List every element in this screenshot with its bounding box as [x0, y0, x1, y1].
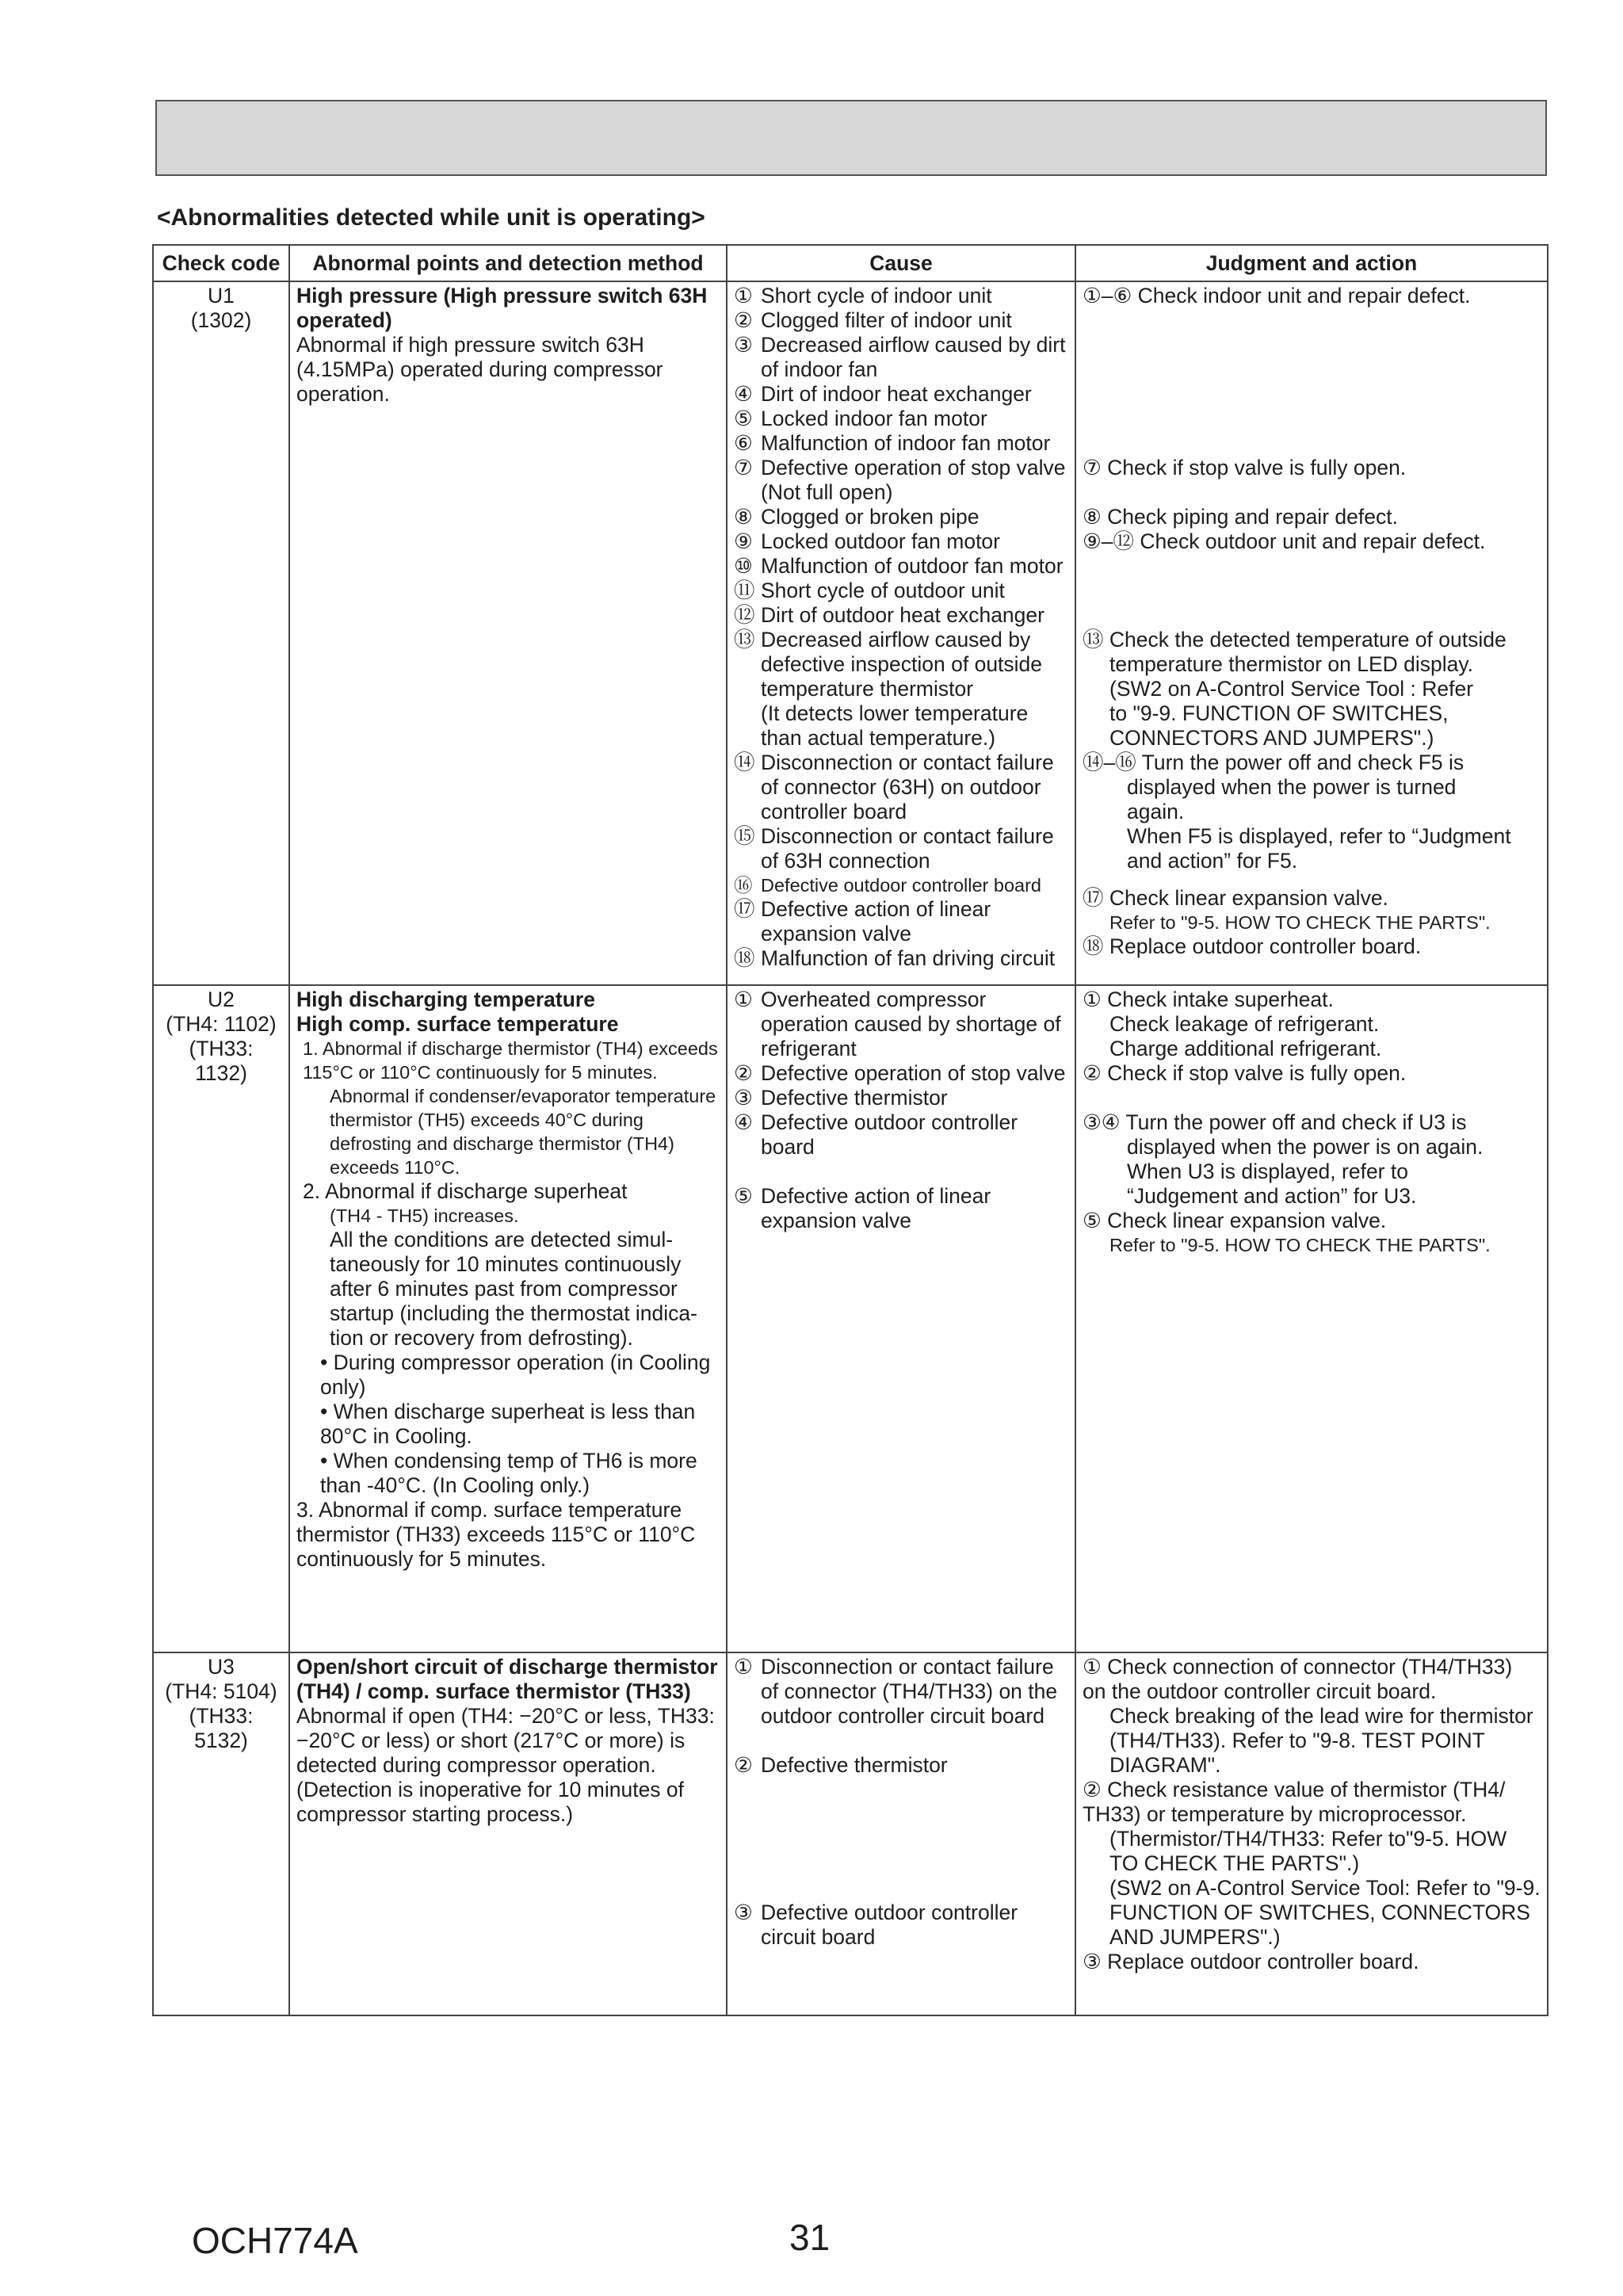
cause-item: ⑨ Locked outdoor fan motor — [734, 529, 1000, 553]
action-text: ③ Replace outdoor controller board. — [1083, 1950, 1419, 1973]
code-label: U2 — [208, 988, 235, 1011]
table-row-u2 — [153, 985, 1548, 1652]
detection-title: High pressure (High pressure switch 63H operated) — [296, 284, 708, 332]
action-text: temperature thermistor on LED display. — [1109, 652, 1474, 676]
check-code-u2 — [153, 985, 289, 1652]
detection-text: All the conditions are detected simul- taneously for 10 minutes continuously after 6 minutes past from compressor startup (including the thermostat indica- tion or recovery from defrosting). — [330, 1228, 697, 1350]
action-text: ⑨–⑫ Check outdoor unit and repair defect. — [1083, 529, 1486, 553]
action-text: ⑧ Check piping and repair defect. — [1083, 505, 1398, 529]
cause-item: ⑪ Short cycle of outdoor unit — [734, 579, 1005, 602]
action-text: ② Check resistance value of thermistor (TH4/ TH33) or temperature by microprocessor. — [1083, 1778, 1506, 1826]
cause-item: ⑤ Locked indoor fan motor — [734, 407, 987, 430]
detection-text: 3. Abnormal if comp. surface temperature thermistor (TH33) exceeds 115°C or 110°C continuously for 5 minutes. — [296, 1498, 696, 1571]
action-text: Refer to "9-5. HOW TO CHECK THE PARTS". — [1109, 1235, 1491, 1255]
detection-text: Abnormal if open (TH4: −20°C or less, TH33: −20°C or less) or short (217°C or more) is detected during compressor operation. — [296, 1704, 715, 1777]
check-code-u1 — [153, 281, 289, 985]
cause-item: ⑭ Disconnection or contact failure of connector (63H) on outdoor controller board — [734, 751, 1054, 823]
cause-item: ④ Dirt of indoor heat exchanger — [734, 382, 1032, 406]
section-title: <Abnormalities detected while unit is operating> — [157, 204, 705, 231]
detection-title: High discharging temperature — [296, 988, 595, 1011]
action-cell-u3 — [1075, 1652, 1548, 2015]
detection-text: Abnormal if high pressure switch 63H (4.15MPa) operated during compressor operation. — [296, 333, 663, 406]
detection-text: 1. Abnormal if discharge thermistor (TH4) exceeds 115°C or 110°C continuously for 5 minutes. — [303, 1038, 718, 1083]
action-text: CONNECTORS AND JUMPERS".) — [1109, 726, 1434, 750]
action-text: ⑤ Check linear expansion valve. — [1083, 1209, 1387, 1232]
action-text: (Thermistor/TH4/TH33: Refer to"9-5. HOW TO CHECK THE PARTS".) — [1109, 1827, 1507, 1875]
cause-cell-u2 — [727, 985, 1075, 1652]
action-text: When U3 is displayed, refer to — [1127, 1159, 1408, 1183]
action-text: Refer to "9-5. HOW TO CHECK THE PARTS". — [1109, 912, 1491, 933]
action-text: ① Check intake superheat. — [1083, 988, 1334, 1011]
check-code-u3 — [153, 1652, 289, 2015]
col-header-judgment: Judgment and action — [1075, 245, 1548, 281]
cause-item: ① Overheated compressor operation caused by shortage of refrigerant — [734, 988, 1061, 1060]
cause-item: ② Defective thermistor — [734, 1753, 948, 1777]
cause-cell-u1 — [727, 281, 1075, 985]
cause-item: ③ Defective thermistor — [734, 1086, 948, 1110]
cause-item: ⑧ Clogged or broken pipe — [734, 505, 980, 529]
action-text: ⑱ Replace outdoor controller board. — [1083, 934, 1422, 958]
cause-item: ⑩ Malfunction of outdoor fan motor — [734, 554, 1064, 578]
col-header-check-code: Check code — [153, 245, 289, 281]
action-text: “Judgement and action” for U3. — [1127, 1184, 1417, 1208]
page-number: 31 — [789, 2217, 831, 2258]
detection-text: • When condensing temp of TH6 is more than -40°C. (In Cooling only.) — [320, 1449, 697, 1497]
cause-cell-u3 — [727, 1652, 1075, 2015]
action-text: again. — [1127, 800, 1185, 823]
action-text: When F5 is displayed, refer to “Judgment — [1127, 824, 1511, 848]
header-bar — [155, 100, 1547, 176]
action-text: Check breaking of the lead wire for thermistor (TH4/TH33). Refer to "9-8. TEST POINT DIAGRAM". — [1109, 1704, 1533, 1777]
action-text: (SW2 on A-Control Service Tool : Refer — [1109, 677, 1474, 701]
col-header-abnormal-points: Abnormal points and detection method — [289, 245, 727, 281]
cause-item: ⑦ Defective operation of stop valve (Not full open) — [734, 456, 1066, 504]
table-row-u3 — [153, 1652, 1548, 2015]
action-text: to "9-9. FUNCTION OF SWITCHES, — [1109, 701, 1449, 725]
action-text: ⑰ Check linear expansion valve. — [1083, 886, 1388, 910]
detection-text: • During compressor operation (in Cooling only) — [320, 1350, 711, 1399]
cause-item: ③ Defective outdoor controller circuit board — [734, 1901, 1018, 1949]
detection-cell-u2 — [289, 985, 727, 1652]
cause-item: ⑥ Malfunction of indoor fan motor — [734, 431, 1051, 455]
action-item: ① Check connection of connector (TH4/TH33) on the outdoor controller circuit board. — [1083, 1655, 1513, 1703]
action-text: displayed when the power is on again. — [1127, 1135, 1484, 1159]
detection-title: High comp. surface temperature — [296, 1012, 619, 1036]
abnormality-table — [152, 244, 1549, 2016]
code-number: (TH4: 1102) — [166, 1012, 277, 1036]
action-text: ② Check if stop valve is fully open. — [1083, 1061, 1407, 1085]
cause-item: ⑯ Defective outdoor controller board — [734, 875, 1042, 896]
cause-item: ② Defective operation of stop valve — [734, 1061, 1066, 1085]
code-label: U3 — [208, 1655, 235, 1679]
cause-item: ⑫ Dirt of outdoor heat exchanger — [734, 603, 1044, 627]
cause-item: (It detects lower temperature than actual temperature.) — [761, 701, 1029, 750]
detection-text: • When discharge superheat is less than 80°C in Cooling. — [320, 1400, 696, 1448]
code-number: (TH33: 5132) — [189, 1704, 254, 1752]
cause-item: ② Clogged filter of indoor unit — [734, 308, 1012, 332]
cause-item: ⑬ Decreased airflow caused by defective inspection of outside temperature thermistor — [734, 628, 1043, 701]
action-text: ⑦ Check if stop valve is fully open. — [1083, 456, 1407, 479]
cause-item: ① Short cycle of indoor unit — [734, 284, 992, 308]
cause-item: ⑱ Malfunction of fan driving circuit — [734, 946, 1056, 970]
action-text: ①–⑥ Check indoor unit and repair defect. — [1083, 284, 1471, 308]
code-number: (TH33: 1132) — [189, 1037, 254, 1085]
detection-text: 2. Abnormal if discharge superheat — [303, 1179, 628, 1203]
detection-text: Abnormal if condenser/evaporator temperature thermistor (TH5) exceeds 40°C during defrosting and discharge thermistor (TH4) exceeds 110°C. — [330, 1086, 716, 1178]
cause-item: ⑮ Disconnection or contact failure of 63H connection — [734, 824, 1054, 873]
action-text: Check leakage of refrigerant. — [1109, 1012, 1380, 1036]
action-text: ③④ Turn the power off and check if U3 is — [1083, 1110, 1467, 1134]
col-header-cause: Cause — [727, 245, 1075, 281]
model-number: OCH774A — [192, 2220, 358, 2261]
action-cell-u1 — [1075, 281, 1548, 985]
code-label: U1 — [208, 284, 235, 308]
cause-item: ④ Defective outdoor controller board — [734, 1110, 1018, 1159]
code-number: (1302) — [190, 308, 252, 332]
detection-cell-u3 — [289, 1652, 727, 2015]
detection-text: (TH4 - TH5) increases. — [330, 1205, 519, 1226]
detection-title: Open/short circuit of discharge thermistor (TH4) / comp. surface thermistor (TH33) — [296, 1655, 718, 1703]
table-header-row — [153, 245, 1548, 281]
action-cell-u2 — [1075, 985, 1548, 1652]
detection-cell-u1 — [289, 281, 727, 985]
action-text: ⑭–⑯ Turn the power off and check F5 is — [1083, 751, 1465, 774]
action-text: and action” for F5. — [1127, 849, 1298, 873]
table-row-u1 — [153, 281, 1548, 985]
cause-item: ⑤ Defective action of linear expansion valve — [734, 1184, 991, 1232]
code-number: (TH4: 5104) — [165, 1679, 277, 1703]
action-text: displayed when the power is turned — [1127, 775, 1457, 799]
action-text: Charge additional refrigerant. — [1109, 1037, 1382, 1060]
action-text: ⑬ Check the detected temperature of outside — [1083, 628, 1507, 651]
cause-item: ⑰ Defective action of linear expansion valve — [734, 897, 991, 946]
detection-text: (Detection is inoperative for 10 minutes of compressor starting process.) — [296, 1778, 685, 1826]
cause-item: ① Disconnection or contact failure of connector (TH4/TH33) on the outdoor controller circuit board — [734, 1655, 1058, 1728]
action-text: (SW2 on A-Control Service Tool: Refer to "9-9. FUNCTION OF SWITCHES, CONNECTORS AND JUMPERS".) — [1109, 1876, 1541, 1949]
cause-item: ③ Decreased airflow caused by dirt of indoor fan — [734, 333, 1066, 381]
